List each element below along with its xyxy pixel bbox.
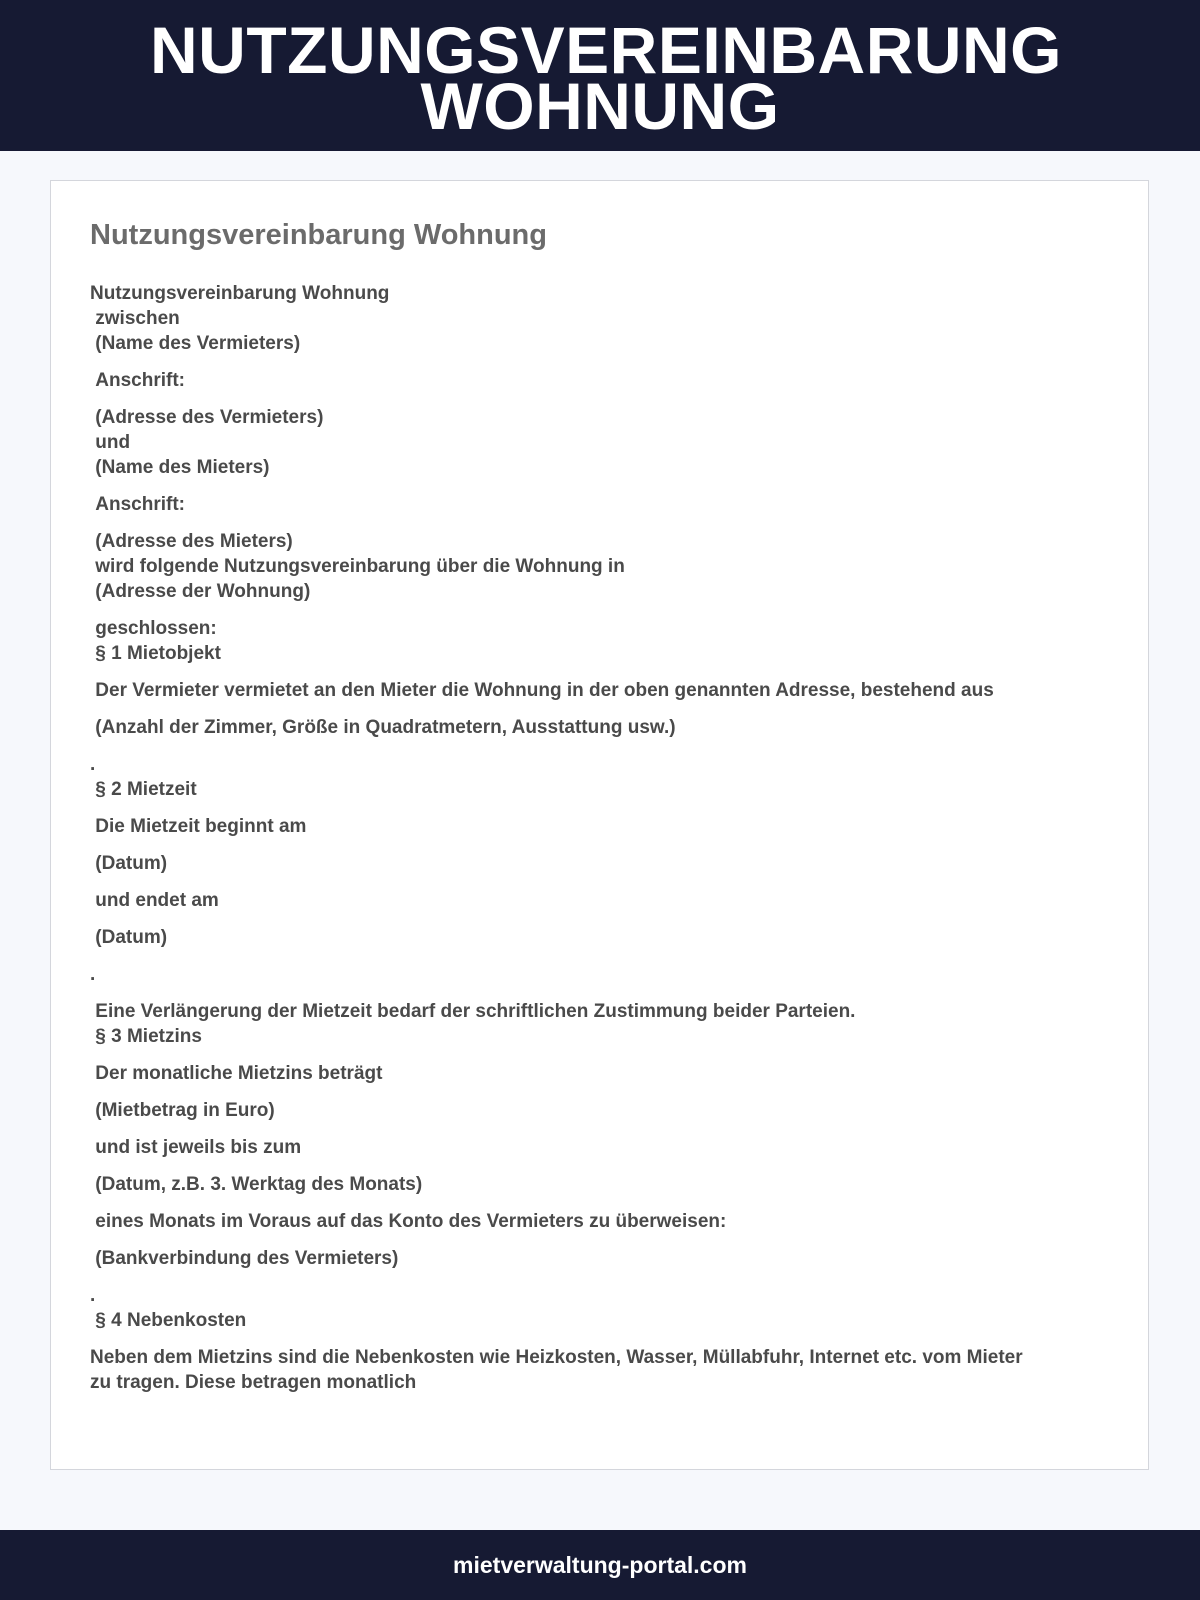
paragraph-gap: [90, 356, 1100, 368]
paragraph-gap: [90, 703, 1100, 715]
doc-line: (Datum, z.B. 3. Werktag des Monats): [90, 1174, 423, 1195]
doc-line: Die Mietzeit beginnt am: [90, 816, 307, 837]
paragraph-gap: [90, 1049, 1100, 1061]
doc-line: zwischen: [90, 308, 180, 329]
paragraph-gap: [90, 1234, 1100, 1246]
doc-line: (Name des Mieters): [90, 457, 270, 478]
paragraph-gap: [90, 913, 1100, 925]
paragraph-gap: [90, 1123, 1100, 1135]
doc-line: .: [90, 964, 96, 985]
document-card: [50, 180, 1149, 1470]
doc-line: Anschrift:: [90, 370, 186, 391]
header-banner: [0, 0, 1200, 151]
paragraph-gap: [90, 517, 1100, 529]
doc-line: (Anzahl der Zimmer, Größe in Quadratmetern, Ausstattung usw.): [90, 717, 676, 738]
paragraph-gap: [90, 393, 1100, 405]
section-heading: § 2 Mietzeit: [90, 779, 197, 800]
doc-line: (Adresse des Vermieters): [90, 407, 324, 428]
doc-line: .: [90, 1285, 96, 1306]
document-body: [90, 281, 1100, 1395]
doc-line: Anschrift:: [90, 494, 186, 515]
paragraph-gap: [90, 604, 1100, 616]
paragraph-gap: [90, 839, 1100, 851]
paragraph-gap: [90, 666, 1100, 678]
doc-line: (Adresse des Mieters): [90, 531, 293, 552]
paragraph-gap: [90, 1271, 1100, 1283]
doc-line: (Datum): [90, 853, 168, 874]
paragraph-gap: [90, 950, 1100, 962]
doc-line: und endet am: [90, 890, 219, 911]
footer-banner: [0, 1530, 1200, 1600]
section-heading: § 1 Mietobjekt: [90, 643, 221, 664]
doc-line: und ist jeweils bis zum: [90, 1137, 302, 1158]
doc-line: (Datum): [90, 927, 168, 948]
paragraph-gap: [90, 1197, 1100, 1209]
doc-line: Nutzungsvereinbarung Wohnung: [90, 283, 390, 304]
doc-line: Neben dem Mietzins sind die Nebenkosten wie Heizkosten, Wasser, Müllabfuhr, Internet etc. vom Mieter: [90, 1347, 1023, 1368]
paragraph-gap: [90, 802, 1100, 814]
footer-domain: mietverwaltung-portal.com: [453, 1551, 747, 1578]
paragraph-gap: [90, 1086, 1100, 1098]
doc-line: Eine Verlängerung der Mietzeit bedarf der schriftlichen Zustimmung beider Parteien.: [90, 1001, 856, 1022]
section-heading: § 4 Nebenkosten: [90, 1310, 247, 1331]
paragraph-gap: [90, 1160, 1100, 1172]
doc-line: Der Vermieter vermietet an den Mieter die Wohnung in der oben genannten Adresse, bestehend aus: [90, 680, 994, 701]
doc-line: zu tragen. Diese betragen monatlich: [90, 1372, 417, 1393]
doc-line: Der monatliche Mietzins beträgt: [90, 1063, 383, 1084]
paragraph-gap: [90, 480, 1100, 492]
doc-line: (Mietbetrag in Euro): [90, 1100, 275, 1121]
doc-line: (Adresse der Wohnung): [90, 581, 311, 602]
paragraph-gap: [90, 876, 1100, 888]
paragraph-gap: [90, 987, 1100, 999]
section-heading: § 3 Mietzins: [90, 1026, 202, 1047]
document-heading: Nutzungsvereinbarung Wohnung: [90, 219, 547, 251]
doc-line: .: [90, 754, 96, 775]
doc-line: (Bankverbindung des Vermieters): [90, 1248, 399, 1269]
paragraph-gap: [90, 1333, 1100, 1345]
doc-line: geschlossen:: [90, 618, 217, 639]
page-title: NUTZUNGSVEREINBARUNG WOHNUNG: [150, 12, 1063, 143]
paragraph-gap: [90, 740, 1100, 752]
doc-line: wird folgende Nutzungsvereinbarung über die Wohnung in: [90, 556, 625, 577]
doc-line: (Name des Vermieters): [90, 333, 301, 354]
doc-line: und: [90, 432, 131, 453]
doc-line: eines Monats im Voraus auf das Konto des Vermieters zu überweisen:: [90, 1211, 727, 1232]
